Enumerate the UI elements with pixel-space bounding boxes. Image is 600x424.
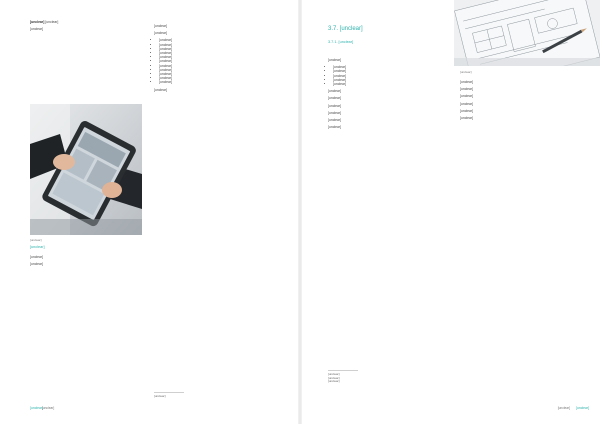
- right-col1-para3: [unclear]: [328, 96, 342, 101]
- left-col1-para2: [unclear]: [30, 27, 44, 32]
- list-item: • [unclear]: [333, 65, 444, 69]
- left-col1-lower: [30, 238, 142, 269]
- right-col2-para6: [unclear]: [460, 116, 474, 121]
- list-item: • [unclear]: [159, 68, 272, 72]
- list-item: • [unclear]: [333, 69, 444, 73]
- right-col2-para2: [unclear]: [460, 87, 474, 92]
- left-col2-bullet-list: [154, 38, 272, 84]
- left-page-number: [unclear]: [30, 406, 44, 410]
- intro-body: [unclear]: [45, 20, 59, 24]
- right-page-number: [unclear]: [576, 406, 590, 410]
- list-item: • [unclear]: [159, 72, 272, 76]
- left-column-2: [154, 24, 272, 95]
- blueprint-photo: [454, 0, 600, 66]
- right-col2-para4: [unclear]: [460, 101, 474, 106]
- intro-lead: [unclear]: [30, 20, 45, 24]
- right-column-2: [460, 80, 576, 123]
- left-col2-para2: [unclear]: [154, 31, 168, 36]
- subsection-title: 3.7.1. [unclear]: [328, 40, 354, 44]
- right-running-footer: [unclear]: [557, 406, 570, 410]
- left-col2-para3: [unclear]: [154, 87, 168, 92]
- right-col1-para5: [unclear]: [328, 110, 342, 115]
- list-item: • [unclear]: [159, 80, 272, 84]
- right-col1-bullet-list: [328, 65, 444, 86]
- right-col2-para3: [unclear]: [460, 94, 474, 99]
- right-col2-para1: [unclear]: [460, 80, 474, 84]
- list-item: • [unclear]: [333, 82, 444, 86]
- right-col1-para7: [unclear]: [328, 125, 342, 130]
- right-footnotes: [328, 373, 578, 384]
- intro-paragraph: [30, 20, 142, 24]
- list-item: • [unclear]: [159, 64, 272, 68]
- photo-caption-right: [unclear]: [460, 70, 472, 74]
- right-col1-para6: [unclear]: [328, 118, 342, 123]
- section-link[interactable]: [unclear]: [30, 245, 45, 250]
- right-page: [300, 0, 600, 424]
- list-item: • [unclear]: [159, 43, 272, 47]
- left-footnote: [unclear]: [154, 394, 166, 398]
- left-running-footer: [unclear]: [42, 406, 55, 410]
- list-item: • [unclear]: [159, 47, 272, 51]
- footnote: [unclear]: [328, 372, 340, 376]
- right-col2-para5: [unclear]: [460, 108, 474, 113]
- photo-caption: [unclear]: [30, 238, 42, 242]
- left-col1-para3: [unclear]: [30, 254, 44, 259]
- left-column-1: [30, 20, 142, 34]
- list-item: • [unclear]: [159, 76, 272, 80]
- footnote: [unclear]: [328, 379, 340, 384]
- right-col1-para1: [unclear]: [328, 58, 342, 62]
- list-item: • [unclear]: [159, 55, 272, 59]
- list-item: • [unclear]: [159, 59, 272, 63]
- footnote: [unclear]: [328, 375, 340, 380]
- list-item: • [unclear]: [333, 74, 444, 78]
- right-column-1: [328, 58, 444, 132]
- section-title: 3.7. [unclear]: [328, 26, 363, 32]
- left-col2-para1: [unclear]: [154, 24, 168, 28]
- list-item: • [unclear]: [159, 38, 272, 42]
- left-col1-para4: [unclear]: [30, 262, 44, 266]
- tablet-photo: [30, 104, 142, 235]
- right-col1-para4: [unclear]: [328, 103, 342, 108]
- list-item: • [unclear]: [159, 51, 272, 55]
- list-item: • [unclear]: [333, 78, 444, 82]
- right-col1-para2: [unclear]: [328, 89, 342, 94]
